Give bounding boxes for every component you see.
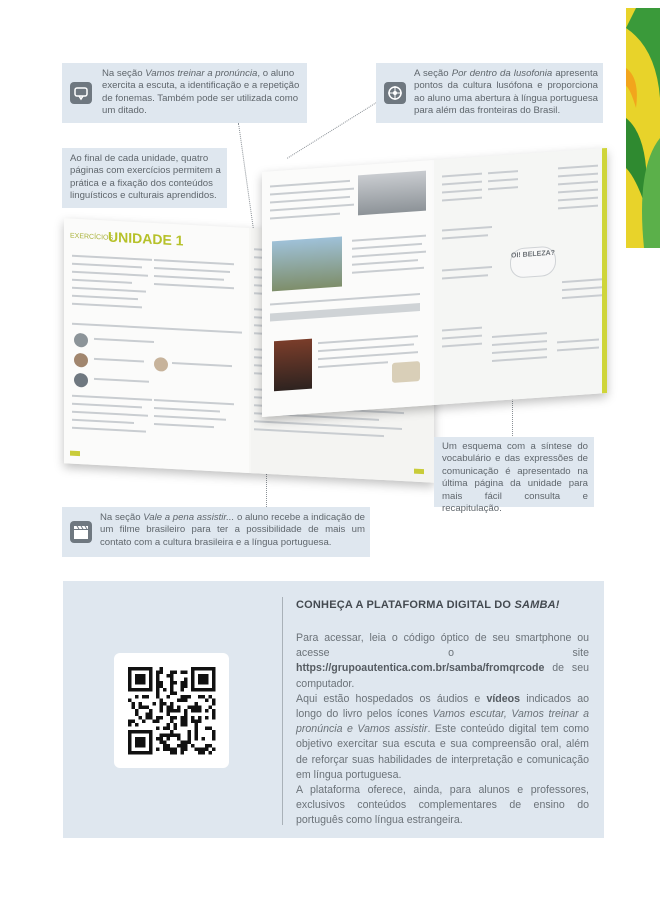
callout-text: apresenta pontos da cultura lusófona e proporciona ao aluno uma abertura à língua portuguesa para além das fronteiras do Brasil. bbox=[414, 68, 599, 117]
callout-text: Na seção bbox=[102, 68, 146, 79]
exercises-callout bbox=[62, 148, 227, 208]
callout-text: A seção bbox=[414, 68, 452, 79]
callout-text: Ao final de cada unidade, quatro páginas com exercícios permitem a prática e a fixação dos conteúdos linguísticos e culturais aprendidos. bbox=[70, 153, 221, 202]
exercise-heading: UNIDADE 1 bbox=[108, 228, 184, 249]
summary-callout bbox=[434, 437, 594, 515]
section-name: Vale a pena assistir... bbox=[143, 512, 235, 523]
callout-text: o aluno recebe a indicação de um filme brasileiro para ter a possibilidade de mais um contato com a cultura brasileira e a língua portuguesa. bbox=[100, 512, 365, 548]
callout-text: Na seção bbox=[100, 512, 144, 523]
speech-bubble-icon bbox=[70, 82, 92, 104]
section-name: Por dentro da lusofonia bbox=[451, 68, 553, 79]
pronunciation-callout bbox=[62, 63, 307, 123]
lusofonia-callout bbox=[376, 63, 603, 123]
film-callout bbox=[62, 507, 370, 557]
section-name: Vamos treinar a pronúncia bbox=[145, 68, 258, 79]
paragraph-bold: vídeos bbox=[486, 692, 521, 705]
paragraph-text: Para acessar, leia o código óptico de seu smartphone ou acesse o site bbox=[296, 632, 589, 660]
decorative-leaf-strip bbox=[626, 8, 660, 248]
paragraph-text: A plataforma oferece, ainda, para alunos e professores, exclusivos conteúdos complementares de ensino do português como língua estrangeira. bbox=[296, 784, 589, 827]
paragraph-italic: Vamos escutar, Vamos treinar a pronúncia e Vamos assistir bbox=[296, 708, 589, 736]
digital-platform-panel bbox=[63, 581, 604, 838]
callout-text: Um esquema com a síntese do vocabulário e das expressões de comunicação é apresentado na última página da unidade para mais fácil consulta e recapitulação. bbox=[442, 441, 588, 515]
connector-line bbox=[512, 398, 513, 438]
compass-icon bbox=[384, 82, 406, 104]
platform-description bbox=[296, 631, 589, 829]
panel-divider bbox=[282, 597, 283, 825]
platform-url-link[interactable]: https://grupoautentica.com.br/samba/fromqrcode bbox=[296, 662, 545, 675]
paragraph-text: indicados ao longo do livro pelos ícones bbox=[296, 692, 589, 721]
callout-text: , o aluno exercita a escuta, a identificação e a repetição de fonemas. Também pode ser utilizada como um ditado. bbox=[102, 68, 300, 117]
paragraph-text: . Este conteúdo digital tem como objetivo exercitar sua escuta e sua compreensão oral, além de reforçar suas habilidades de interpretação e comunicação em língua portuguesa. bbox=[296, 723, 589, 781]
exercise-heading-small: EXERCÍCIOS bbox=[70, 232, 114, 242]
platform-title: CONHEÇA A PLATAFORMA DIGITAL DO SAMBA! bbox=[296, 599, 560, 611]
mindmap-center-label: OI! BELEZA? bbox=[510, 246, 556, 279]
qr-code[interactable] bbox=[114, 653, 229, 768]
clapperboard-icon bbox=[70, 521, 92, 543]
paragraph-text: de seu computador. bbox=[296, 662, 589, 690]
culture-pages-mockup bbox=[262, 148, 607, 417]
paragraph-text: Aqui estão hospedados os áudios e bbox=[296, 692, 487, 705]
